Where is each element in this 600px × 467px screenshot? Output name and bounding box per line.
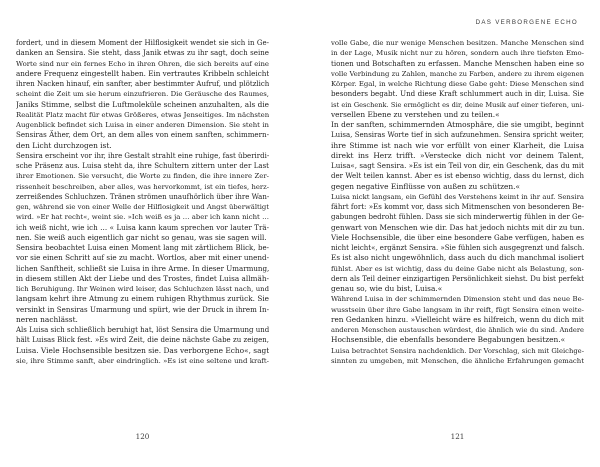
- text-line: scheint die Zeit um sie herum einzufrieren. Die Geräusche des Raumes,: [16, 90, 269, 99]
- text-line: volle Verbindung zu Zahlen, manche zu Farben, andere zu ihrem eigenen: [331, 69, 584, 78]
- text-line: Sensira beobachtet Luisa einen Moment lang mit zärtlichem Blick, be-: [16, 244, 269, 252]
- text-line: sinnten zu umgeben, mit Menschen, die ähnliche Erfahrungen gemacht: [331, 356, 584, 365]
- text-line: sche Präsenz aus. Luisa steht da, ihre Schultern zittern unter der Last: [16, 162, 269, 170]
- text-line: Sensiras Äther, dem Ort, an dem alles von einem sanften, schimmern-: [16, 130, 269, 140]
- text-line: vor sie einen Schritt auf sie zu macht. Wortlos, aber mit einer unend-: [16, 253, 269, 263]
- text-line: Es ist also nicht ungewöhnlich, dass auch du dich manchmal isoliert: [331, 253, 584, 263]
- text-line: neren nachlässt.: [16, 314, 78, 324]
- text-line: besonders begabt. Und diese Kraft schlummert auch in dir, Luisa. Sie: [331, 89, 584, 99]
- text-line: rissenheit beschreiben, aber alles, was hervorkommt, ist ein tiefes, herz-: [16, 182, 269, 191]
- text-line: Luisa betrachtet Sensira nachdenklich. Der Vorschlag, sich mit Gleichge-: [331, 346, 584, 355]
- text-line: Während Luisa in der schimmernden Dimension steht und das neue Be-: [331, 295, 584, 304]
- text-line: andere Frequenz eingestellt haben. Ein vertrautes Kribbeln schleicht: [16, 68, 269, 78]
- text-line: versellen Ebene zu verstehen und zu teilen.«: [331, 109, 500, 119]
- text-line: fühlst. Aber es ist wichtig, dass du deine Gabe nicht als Belastung, son-: [331, 264, 584, 273]
- text-line: ihrer Emotionen. Sie versucht, die Worte zu finden, die ihre innere Zer-: [16, 172, 269, 181]
- text-line: sie, ihre Stimme sanft, aber eindringlich. »Es ist eine seltene und kraft-: [16, 356, 269, 365]
- left-page-text: [16, 38, 269, 366]
- running-header: DAS VERBORGENE ECHO: [475, 19, 578, 26]
- text-line: Augenblick befindet sich Luisa in einer anderen Dimension. Sie steht in: [16, 121, 269, 129]
- text-line: zerreißendes Schluchzen. Tränen strömen unaufhörlich über ihre Wan-: [16, 192, 269, 201]
- left-page-number: 120: [135, 432, 150, 441]
- text-line: Realität Platz macht für etwas Größeres, etwas Jenseitiges. Im nächsten: [16, 110, 269, 119]
- text-line: Körper. Egal, in welche Richtung diese Gabe geht: Diese Menschen sind: [331, 80, 584, 88]
- text-line: Worte sind nur ein fernes Echo in ihren Ohren, die sich bereits auf eine: [16, 59, 269, 68]
- text-line: wusstsein über ihre Gabe langsam in ihr reift, fügt Sensira einen weite-: [331, 305, 584, 314]
- text-line: direkt ins Herz trifft. »Verstecke dich nicht vor deinem Talent,: [331, 150, 584, 160]
- text-line: Janiks Stimme, selbst die Luftmoleküle scheinen anzuhalten, als die: [16, 99, 269, 109]
- text-line: tionen und Botschaften zu erfassen. Manche Menschen haben eine so: [331, 58, 584, 68]
- text-line: nicht leicht«, ergänzt Sensira. »Sie fühlen sich ausgegrenzt und falsch.: [331, 244, 584, 252]
- text-line: in der Lage, Musik nicht nur zu hören, sondern auch ihre tiefsten Emo-: [331, 49, 584, 58]
- text-line: fordert, und in diesem Moment der Hilflosigkeit wendet sie sich in Ge-: [16, 39, 269, 47]
- text-line: den Licht durchzogen ist.: [16, 140, 112, 150]
- text-line: fährt fort: »Es kommt vor, dass sich Mitmenschen von besonderen Be-: [331, 202, 584, 211]
- text-line: ich weiß nicht, wie ich … « Luisa kann kaum sprechen vor lauter Trä-: [16, 222, 269, 232]
- text-line: Luisa«, sagt Sensira. »Es ist ein Teil von dir, ein Geschenk, das du mit: [331, 161, 584, 170]
- text-line: genwart von Menschen wie dir. Das hat jedoch nichts mit dir zu tun.: [331, 222, 584, 232]
- text-line: Als Luisa sich schließlich beruhigt hat, löst Sensira die Umarmung und: [16, 326, 269, 334]
- text-line: versinkt in Sensiras Umarmung und spürt, wie der Druck in ihrem In-: [16, 304, 269, 314]
- text-line: Viele Hochsensible, die über eine besondere Gabe verfügen, haben es: [331, 232, 584, 242]
- text-line: wird. »Er hat recht«, weint sie. »Ich weiß es ja … aber ich kann nicht …: [16, 213, 269, 222]
- text-line: lich Beruhigung. Ihr Weinen wird leiser, das Schluchzen lässt nach, und: [16, 285, 269, 293]
- text-line: hält Luisas Blick fest. »Es wird Zeit, die deine nächste Gabe zu zeigen,: [16, 336, 269, 345]
- text-line: gegen negative Einflüsse von außen zu schützen.«: [331, 181, 520, 191]
- text-line: ist ein Geschenk. Sie ermöglicht es dir, deine Musik auf einer tieferen, uni-: [331, 100, 584, 109]
- text-line: In der sanften, schimmernden Atmosphäre, die sie umgibt, beginnt: [331, 120, 584, 129]
- text-line: ren Gedanken hinzu. »Vielleicht wäre es hilfreich, wenn du dich mit: [331, 314, 584, 324]
- text-line: volle Gabe, die nur wenige Menschen besitzen. Manche Menschen sind: [331, 39, 584, 47]
- right-page-text: [331, 38, 584, 366]
- text-line: Luisa. Viele Hochsensible besitzen sie. Das verborgene Echo«, sagt: [16, 345, 269, 355]
- text-line: anderen Menschen austauschen würdest, die ähnlich wie du sind. Andere: [331, 326, 584, 334]
- right-page-number: 121: [450, 432, 465, 441]
- text-line: genau so, wie du bist, Luisa.«: [331, 284, 443, 293]
- text-line: Luisa, Sensiras Worte tief in sich aufzunehmen. Sensira spricht weiter,: [331, 131, 584, 140]
- text-line: langsam kehrt ihre Atmung zu einem ruhigen Rhythmus zurück. Sie: [16, 294, 269, 304]
- text-line: der Welt teilen kannst. Aber es ist ebenso wichtig, dass du lernst, dich: [331, 172, 584, 181]
- text-line: ihren Nacken hinauf, ein sanfter, aber bestimmter Aufruf, und plötzlich: [16, 80, 269, 88]
- text-line: dern als Teil deiner einzigartigen Persönlichkeit siehst. Du bist perfekt: [331, 274, 584, 283]
- text-line: Hochsensible, die ebenfalls besondere Begabungen besitzen.«: [331, 335, 566, 345]
- text-line: Luisa nickt langsam, ein Gefühl des Verstehens keimt in ihr auf. Sensira: [331, 192, 584, 201]
- text-line: Sensira erscheint vor ihr, ihre Gestalt strahlt eine ruhige, fast überirdi-: [16, 151, 269, 160]
- text-line: gabungen bedroht fühlen. Dass sie sich minderwertig fühlen in der Ge-: [331, 213, 584, 222]
- text-line: ihre Stimme ist nach wie vor erfüllt von einer Klarheit, die Luisa: [331, 140, 584, 150]
- text-line: danken an Sensira. Sie steht, dass Janik etwas zu ihr sagt, doch seine: [16, 48, 269, 58]
- text-line: gen, während sie von einer Welle der Hilflosigkeit und Angst überwältigt: [16, 203, 269, 211]
- text-line: lichen Sanftheit, schließt sie Luisa in ihre Arme. In dieser Umarmung,: [16, 263, 269, 273]
- text-line: in diesem stillen Akt der Liebe und des Trostes, findet Luisa allmäh-: [16, 273, 269, 283]
- text-line: nen. Sie weiß auch eigentlich gar nicht so genau, was sie sagen will.: [16, 232, 267, 242]
